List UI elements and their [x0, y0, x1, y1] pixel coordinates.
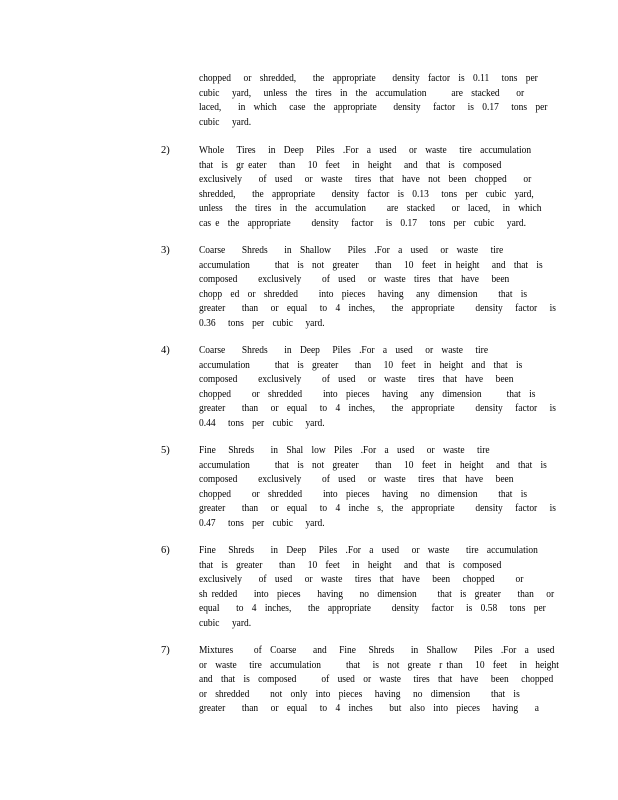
- text-line: Fine Shreds in Deep Piles .For a used or waste tire accumulation: [199, 545, 538, 556]
- text-line: 0.44 tons per cubic yard.: [199, 417, 325, 429]
- text-line: chopped or shredded into pieces having no dimension that is: [199, 488, 528, 500]
- text-line: sh redded into pieces having no dimension that is greater than or: [199, 588, 555, 600]
- paragraph-text: [199, 144, 542, 231]
- paragraph-text: [199, 444, 556, 531]
- text-line: Fine Shreds in Shal low Piles .For a used or waste tire: [199, 445, 490, 456]
- item-number: 5): [161, 445, 170, 456]
- text-line: chopped or shredded into pieces having any dimension that is: [199, 388, 536, 400]
- text-line: accumulation that is not greater than 10 feet in height and that is: [199, 459, 547, 471]
- text-line: Mixtures of Coarse and Fine Shreds in Shallow Piles .For a used: [199, 645, 555, 656]
- text-line: exclusively of used or waste tires that have not been chopped or: [199, 174, 532, 185]
- text-line: cubic yard.: [199, 116, 252, 128]
- paragraph-text: [199, 544, 555, 631]
- text-line: chopped or shredded, the appropriate density factor is 0.11 tons per: [199, 73, 538, 84]
- paragraph-text: [199, 644, 559, 717]
- text-line: accumulation that is not greater than 10 feet in height and that is: [199, 259, 543, 271]
- paragraph-text: [199, 244, 556, 331]
- text-line: that is greater than 10 feet in height and that is composed: [199, 559, 502, 571]
- text-line: accumulation that is greater than 10 feet in height and that is: [199, 359, 523, 371]
- text-line: composed exclusively of used or waste tires that have been: [199, 274, 510, 285]
- text-line: shredded, the appropriate density factor is 0.13 tons per cubic yard,: [199, 188, 534, 200]
- text-line: chopp ed or shredded into pieces having any dimension that is: [199, 288, 528, 300]
- text-line: Whole Tires in Deep Piles .For a used or waste tire accumulation: [199, 145, 532, 156]
- text-line: exclusively of used or waste tires that have been chopped or: [199, 574, 524, 585]
- item-number: 3): [161, 245, 170, 256]
- text-line: equal to 4 inches, the appropriate density factor is 0.58 tons per: [199, 603, 546, 614]
- item-number: 6): [161, 545, 170, 556]
- text-line: laced, in which case the appropriate density factor is 0.17 tons per: [199, 102, 548, 113]
- item-number: 7): [161, 645, 170, 656]
- text-line: greater than or equal to 4 inches, the appropriate density factor is: [199, 303, 556, 314]
- text-line: Coarse Shreds in Shallow Piles .For a used or waste tire: [199, 245, 504, 256]
- paragraph-text: [199, 72, 548, 130]
- item-number: 4): [161, 345, 170, 356]
- text-line: greater than or equal to 4 inche s, the appropriate density factor is: [199, 503, 556, 514]
- text-line: cas e the appropriate density factor is 0.17 tons per cubic yard.: [199, 217, 526, 229]
- text-line: 0.47 tons per cubic yard.: [199, 517, 325, 529]
- text-line: greater than or equal to 4 inches but also into pieces having a: [199, 703, 539, 714]
- item-number: 2): [161, 145, 170, 156]
- paragraph-text: [199, 344, 556, 431]
- text-line: composed exclusively of used or waste tires that have been: [199, 374, 514, 385]
- text-line: Coarse Shreds in Deep Piles .For a used or waste tire: [199, 345, 489, 356]
- text-line: composed exclusively of used or waste tires that have been: [199, 474, 514, 485]
- text-line: unless the tires in the accumulation are stacked or laced, in which: [199, 203, 542, 214]
- text-line: 0.36 tons per cubic yard.: [199, 317, 325, 329]
- text-line: cubic yard.: [199, 617, 252, 629]
- text-line: greater than or equal to 4 inches, the appropriate density factor is: [199, 403, 556, 414]
- text-line: and that is composed of used or waste tires that have been chopped: [199, 674, 554, 685]
- text-line: or shredded not only into pieces having no dimension that is: [199, 688, 520, 700]
- text-line: that is gr eater than 10 feet in height and that is composed: [199, 159, 502, 171]
- text-line: cubic yard, unless the tires in the accumulation are stacked or: [199, 87, 525, 99]
- text-line: or waste tire accumulation that is not greate r than 10 feet in height: [199, 659, 559, 671]
